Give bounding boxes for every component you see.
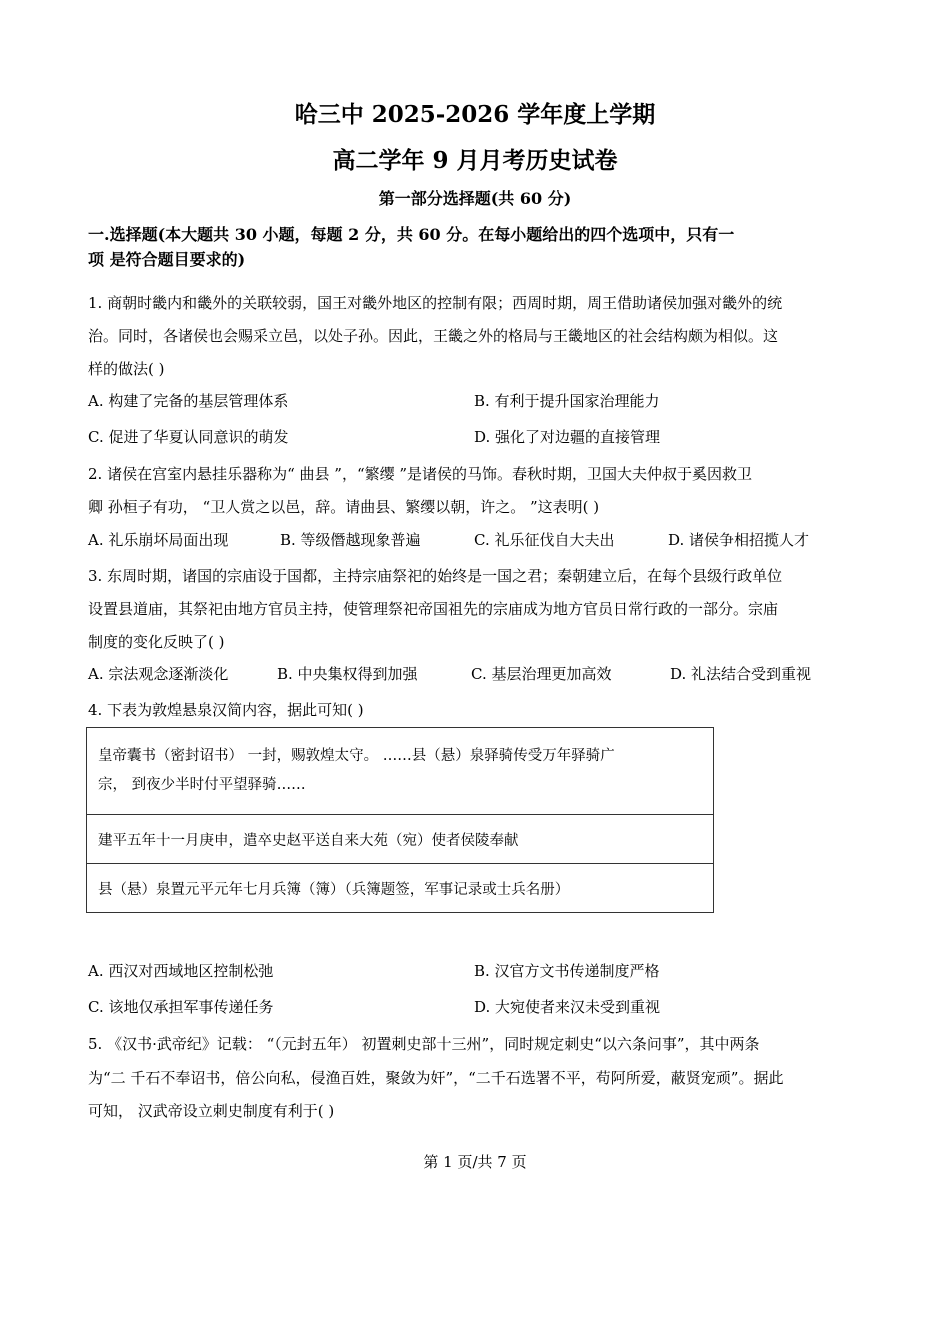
table-row	[87, 864, 714, 913]
question-3-option-a: A. 宗法观念逐渐淡化	[88, 665, 229, 683]
question-2-text-line: 2. 诸侯在宫室内悬挂乐器称为“ 曲县 ”，“繁缨 ”是诸侯的马饰。春秋时期，卫国大夫仲叔于奚因救卫	[88, 465, 753, 483]
question-1-option-b: B. 有利于提升国家治理能力	[474, 392, 660, 410]
exam-title-grade-subject: 高二学年 9 月月考历史试卷	[332, 147, 618, 174]
question-2-option-d: D. 诸侯争相招揽人才	[668, 531, 810, 549]
question-1-text-line: 1. 商朝时畿内和畿外的关联较弱，国王对畿外地区的控制有限；西周时期，周王借助诸侯加强对畿外的统	[88, 294, 783, 312]
section-heading-line: 项 是符合题目要求的)	[88, 250, 246, 269]
question-4-option-b: B. 汉官方文书传递制度严格	[474, 962, 660, 980]
question-4-option-c: C. 该地仅承担军事传递任务	[88, 998, 274, 1016]
question-5-text-line: 5. 《汉书·武帝纪》记载： “（元封五年） 初置刺史部十三州”，同时规定刺史“以六条问事”，其中两条	[88, 1035, 760, 1053]
table-cell-line: 皇帝囊书（密封诏书） 一封，赐敦煌太守。 ……县（悬）泉驿骑传受万年驿骑广	[98, 748, 615, 764]
question-3-option-d: D. 礼法结合受到重视	[670, 665, 812, 683]
question-2-text-line: 卿 孙桓子有功， “卫人赏之以邑，辞。请曲县、繁缨以朝，许之。 ”这表明( )	[88, 498, 600, 516]
question-3-text-line: 设置县道庙，其祭祀由地方官员主持，使管理祭祀帝国祖先的宗庙成为地方官员日常行政的一部分。宗庙	[88, 600, 779, 618]
question-1-option-c: C. 促进了华夏认同意识的萌发	[88, 428, 289, 446]
section-heading-line: 一.选择题(本大题共 30 小题，每题 2 分，共 60 分。在每小题给出的四个选项中，只有一	[88, 225, 735, 244]
question-3-text-line: 制度的变化反映了( )	[88, 633, 225, 651]
table-cell	[87, 728, 714, 815]
question-2-option-b: B. 等级僭越现象普遍	[280, 531, 421, 549]
question-1-option-d: D. 强化了对边疆的直接管理	[474, 428, 661, 446]
question-3-option-c: C. 基层治理更加高效	[471, 665, 612, 683]
question-1-text-line: 治。同时，各诸侯也会赐采立邑，以处子孙。因此，王畿之外的格局与王畿地区的社会结构颇为相似。这	[88, 327, 779, 345]
table-cell: 建平五年十一月庚申，遣卒史赵平送自来大苑（宛）使者侯陵奉献	[87, 815, 714, 864]
table-row	[87, 728, 714, 815]
question-4-option-d: D. 大宛使者来汉未受到重视	[474, 998, 661, 1016]
section-heading	[88, 222, 868, 272]
question-2-option-a: A. 礼乐崩坏局面出现	[88, 531, 229, 549]
question-5-text-line: 可知， 汉武帝设立刺史制度有利于( )	[88, 1102, 335, 1120]
question-1-option-a: A. 构建了完备的基层管理体系	[88, 392, 289, 410]
question-4-text-line: 4. 下表为敦煌悬泉汉简内容，据此可知( )	[88, 701, 364, 719]
exam-title-school-term: 哈三中 2025-2026 学年度上学期	[294, 101, 656, 128]
question-2-option-c: C. 礼乐征伐自大夫出	[474, 531, 615, 549]
question-3-option-b: B. 中央集权得到加强	[277, 665, 418, 683]
page-number: 第 1 页/共 7 页	[423, 1153, 527, 1171]
table-row	[87, 815, 714, 864]
question-4-slips-table	[86, 727, 714, 913]
part-title: 第一部分选择题(共 60 分)	[378, 189, 572, 208]
question-5-text-line: 为“二 千石不奉诏书，倍公向私，侵渔百姓，聚敛为奸”，“二千石选署不平，苟阿所爱，蔽贤宠顽”。据此	[88, 1069, 784, 1087]
question-3-text-line: 3. 东周时期，诸国的宗庙设于国都，主持宗庙祭祀的始终是一国之君；秦朝建立后，在每个县级行政单位	[88, 567, 783, 585]
question-1-text-line: 样的做法( )	[88, 360, 165, 378]
table-cell: 县（悬）泉置元平元年七月兵簿（簿）（兵簿题签，军事记录或士兵名册）	[87, 864, 714, 913]
question-4-option-a: A. 西汉对西域地区控制松弛	[88, 962, 274, 980]
table-cell-line: 宗， 到夜少半时付平望驿骑……	[98, 777, 306, 793]
